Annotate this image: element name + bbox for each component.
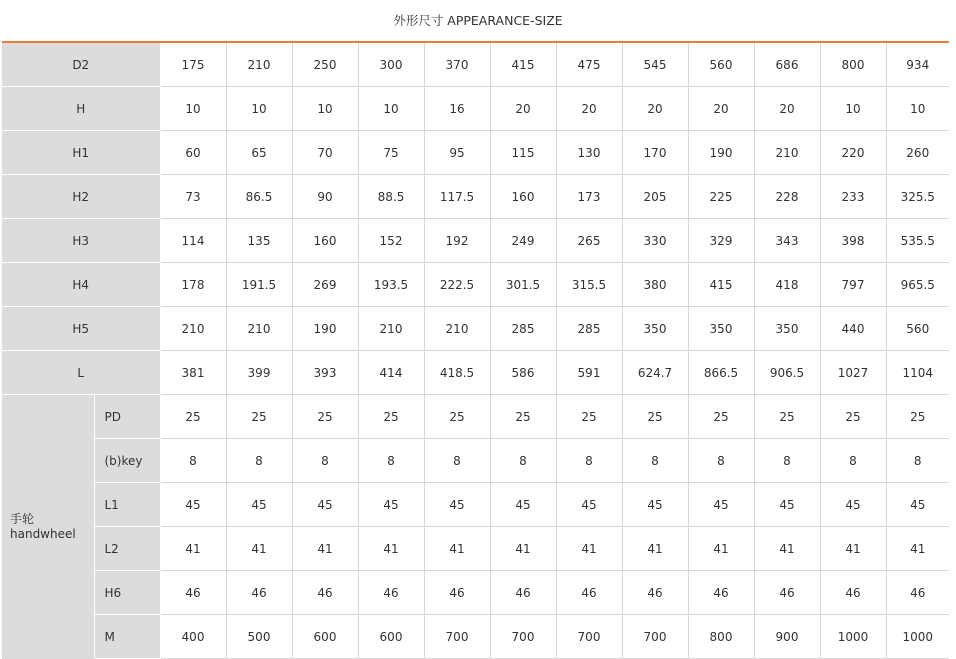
table-cell: 560 <box>886 307 949 351</box>
table-cell: 20 <box>622 87 688 131</box>
table-row <box>2 43 949 87</box>
table-cell: 46 <box>292 571 358 615</box>
table-cell: 370 <box>424 43 490 87</box>
table-row <box>2 175 949 219</box>
table-cell: 8 <box>160 439 226 483</box>
table-cell: 269 <box>292 263 358 307</box>
table-cell: 440 <box>820 307 886 351</box>
table-cell: 20 <box>556 87 622 131</box>
table-cell: 624.7 <box>622 351 688 395</box>
table-cell: 560 <box>688 43 754 87</box>
table-cell: 46 <box>622 571 688 615</box>
table-row <box>2 219 949 263</box>
table-cell: 45 <box>688 483 754 527</box>
table-cell: 65 <box>226 131 292 175</box>
table-cell: 285 <box>490 307 556 351</box>
table-cell: 60 <box>160 131 226 175</box>
table-row <box>2 131 949 175</box>
row-label-handwheel: L2 <box>94 527 160 571</box>
table-cell: 70 <box>292 131 358 175</box>
table-cell: 350 <box>688 307 754 351</box>
table-cell: 152 <box>358 219 424 263</box>
table-cell: 381 <box>160 351 226 395</box>
table-cell: 41 <box>622 527 688 571</box>
table-title: 外形尺寸 APPEARANCE-SIZE <box>393 13 563 28</box>
table-cell: 10 <box>358 87 424 131</box>
table-cell: 135 <box>226 219 292 263</box>
row-label-h3: H3 <box>2 219 160 263</box>
table-row <box>2 263 949 307</box>
table-cell: 934 <box>886 43 949 87</box>
table-cell: 415 <box>490 43 556 87</box>
table-cell: 591 <box>556 351 622 395</box>
table-cell: 178 <box>160 263 226 307</box>
table-cell: 10 <box>820 87 886 131</box>
table-cell: 535.5 <box>886 219 949 263</box>
table-cell: 25 <box>622 395 688 439</box>
table-cell: 1027 <box>820 351 886 395</box>
table-cell: 41 <box>688 527 754 571</box>
table-cell: 45 <box>424 483 490 527</box>
table-cell: 350 <box>622 307 688 351</box>
table-cell: 41 <box>556 527 622 571</box>
table-cell: 46 <box>160 571 226 615</box>
table-cell: 20 <box>688 87 754 131</box>
table-cell: 20 <box>754 87 820 131</box>
table-cell: 175 <box>160 43 226 87</box>
table-cell: 350 <box>754 307 820 351</box>
table-cell: 45 <box>622 483 688 527</box>
table-cell: 249 <box>490 219 556 263</box>
table-cell: 418.5 <box>424 351 490 395</box>
table-cell: 210 <box>754 131 820 175</box>
row-label-handwheel: M <box>94 615 160 659</box>
row-label-h2: H2 <box>2 175 160 219</box>
table-cell: 160 <box>292 219 358 263</box>
table-cell: 46 <box>886 571 949 615</box>
row-label-h5: H5 <box>2 307 160 351</box>
table-cell: 545 <box>622 43 688 87</box>
table-cell: 233 <box>820 175 886 219</box>
table-cell: 45 <box>556 483 622 527</box>
table-cell: 8 <box>424 439 490 483</box>
handwheel-label-cn: 手轮 <box>10 511 35 526</box>
table-cell: 220 <box>820 131 886 175</box>
table-cell: 45 <box>490 483 556 527</box>
table-body <box>2 43 949 659</box>
row-label-handwheel: (b)key <box>94 439 160 483</box>
handwheel-group-label <box>2 395 94 659</box>
table-cell: 86.5 <box>226 175 292 219</box>
table-row <box>2 87 949 131</box>
table-cell: 8 <box>820 439 886 483</box>
table-cell: 800 <box>820 43 886 87</box>
table-cell: 45 <box>292 483 358 527</box>
table-cell: 686 <box>754 43 820 87</box>
table-cell: 25 <box>820 395 886 439</box>
row-label-h4: H4 <box>2 263 160 307</box>
table-cell: 193.5 <box>358 263 424 307</box>
table-cell: 46 <box>754 571 820 615</box>
table-cell: 45 <box>754 483 820 527</box>
table-cell: 600 <box>358 615 424 659</box>
table-cell: 25 <box>226 395 292 439</box>
table-cell: 8 <box>292 439 358 483</box>
table-cell: 8 <box>688 439 754 483</box>
table-cell: 170 <box>622 131 688 175</box>
table-cell: 8 <box>754 439 820 483</box>
table-row <box>2 351 949 395</box>
table-cell: 325.5 <box>886 175 949 219</box>
table-cell: 906.5 <box>754 351 820 395</box>
row-label-h1: H1 <box>2 131 160 175</box>
table-cell: 25 <box>160 395 226 439</box>
table-cell: 398 <box>820 219 886 263</box>
table-cell: 10 <box>226 87 292 131</box>
table-cell: 700 <box>424 615 490 659</box>
table-cell: 16 <box>424 87 490 131</box>
table-cell: 41 <box>490 527 556 571</box>
table-cell: 400 <box>160 615 226 659</box>
table-cell: 95 <box>424 131 490 175</box>
table-cell: 210 <box>358 307 424 351</box>
table-cell: 1000 <box>820 615 886 659</box>
table-cell: 25 <box>754 395 820 439</box>
appearance-size-table <box>2 43 949 659</box>
row-label-handwheel: H6 <box>94 571 160 615</box>
table-cell: 73 <box>160 175 226 219</box>
table-cell: 8 <box>226 439 292 483</box>
row-label-h: H <box>2 87 160 131</box>
table-cell: 41 <box>226 527 292 571</box>
table-cell: 418 <box>754 263 820 307</box>
table-cell: 41 <box>160 527 226 571</box>
table-cell: 228 <box>754 175 820 219</box>
table-cell: 265 <box>556 219 622 263</box>
table-cell: 330 <box>622 219 688 263</box>
table-cell: 1104 <box>886 351 949 395</box>
table-cell: 25 <box>358 395 424 439</box>
table-cell: 114 <box>160 219 226 263</box>
table-cell: 115 <box>490 131 556 175</box>
table-cell: 700 <box>622 615 688 659</box>
table-cell: 46 <box>688 571 754 615</box>
table-cell: 20 <box>490 87 556 131</box>
table-cell: 8 <box>490 439 556 483</box>
table-cell: 10 <box>160 87 226 131</box>
table-cell: 45 <box>886 483 949 527</box>
table-cell: 75 <box>358 131 424 175</box>
table-cell: 866.5 <box>688 351 754 395</box>
table-cell: 41 <box>820 527 886 571</box>
table-cell: 46 <box>556 571 622 615</box>
row-label-handwheel: L1 <box>94 483 160 527</box>
table-cell: 475 <box>556 43 622 87</box>
table-cell: 41 <box>424 527 490 571</box>
table-cell: 285 <box>556 307 622 351</box>
table-cell: 301.5 <box>490 263 556 307</box>
table-cell: 900 <box>754 615 820 659</box>
table-cell: 45 <box>160 483 226 527</box>
table-row <box>2 483 949 527</box>
table-cell: 45 <box>226 483 292 527</box>
table-cell: 800 <box>688 615 754 659</box>
table-cell: 399 <box>226 351 292 395</box>
table-cell: 25 <box>556 395 622 439</box>
table-cell: 41 <box>886 527 949 571</box>
table-cell: 205 <box>622 175 688 219</box>
table-cell: 797 <box>820 263 886 307</box>
table-cell: 190 <box>292 307 358 351</box>
table-cell: 25 <box>688 395 754 439</box>
table-cell: 191.5 <box>226 263 292 307</box>
table-cell: 46 <box>358 571 424 615</box>
table-cell: 415 <box>688 263 754 307</box>
table-cell: 210 <box>226 307 292 351</box>
table-cell: 8 <box>358 439 424 483</box>
table-cell: 41 <box>358 527 424 571</box>
table-cell: 192 <box>424 219 490 263</box>
table-cell: 10 <box>292 87 358 131</box>
handwheel-label-en: handwheel <box>10 526 76 541</box>
table-cell: 1000 <box>886 615 949 659</box>
table-cell: 46 <box>226 571 292 615</box>
table-cell: 250 <box>292 43 358 87</box>
row-label-d2: D2 <box>2 43 160 87</box>
table-cell: 380 <box>622 263 688 307</box>
table-cell: 414 <box>358 351 424 395</box>
table-cell: 160 <box>490 175 556 219</box>
table-cell: 25 <box>886 395 949 439</box>
table-cell: 315.5 <box>556 263 622 307</box>
table-cell: 586 <box>490 351 556 395</box>
table-cell: 260 <box>886 131 949 175</box>
table-cell: 173 <box>556 175 622 219</box>
table-cell: 700 <box>556 615 622 659</box>
table-cell: 46 <box>424 571 490 615</box>
table-cell: 700 <box>490 615 556 659</box>
table-cell: 25 <box>292 395 358 439</box>
table-cell: 8 <box>622 439 688 483</box>
table-cell: 46 <box>490 571 556 615</box>
table-row <box>2 395 949 439</box>
table-cell: 210 <box>160 307 226 351</box>
row-label-l: L <box>2 351 160 395</box>
table-row <box>2 439 949 483</box>
table-cell: 500 <box>226 615 292 659</box>
table-cell: 222.5 <box>424 263 490 307</box>
table-cell: 190 <box>688 131 754 175</box>
table-cell: 25 <box>424 395 490 439</box>
table-cell: 210 <box>226 43 292 87</box>
table-cell: 300 <box>358 43 424 87</box>
table-cell: 8 <box>556 439 622 483</box>
table-cell: 88.5 <box>358 175 424 219</box>
table-cell: 10 <box>886 87 949 131</box>
table-cell: 90 <box>292 175 358 219</box>
table-cell: 225 <box>688 175 754 219</box>
table-cell: 117.5 <box>424 175 490 219</box>
table-row <box>2 527 949 571</box>
table-row <box>2 307 949 351</box>
table-cell: 8 <box>886 439 949 483</box>
table-cell: 45 <box>820 483 886 527</box>
table-cell: 25 <box>490 395 556 439</box>
table-cell: 600 <box>292 615 358 659</box>
table-cell: 965.5 <box>886 263 949 307</box>
table-cell: 210 <box>424 307 490 351</box>
table-cell: 41 <box>292 527 358 571</box>
table-row <box>2 571 949 615</box>
table-cell: 393 <box>292 351 358 395</box>
table-cell: 45 <box>358 483 424 527</box>
table-cell: 343 <box>754 219 820 263</box>
table-cell: 41 <box>754 527 820 571</box>
table-cell: 329 <box>688 219 754 263</box>
table-cell: 130 <box>556 131 622 175</box>
table-row <box>2 615 949 659</box>
row-label-handwheel: PD <box>94 395 160 439</box>
table-cell: 46 <box>820 571 886 615</box>
